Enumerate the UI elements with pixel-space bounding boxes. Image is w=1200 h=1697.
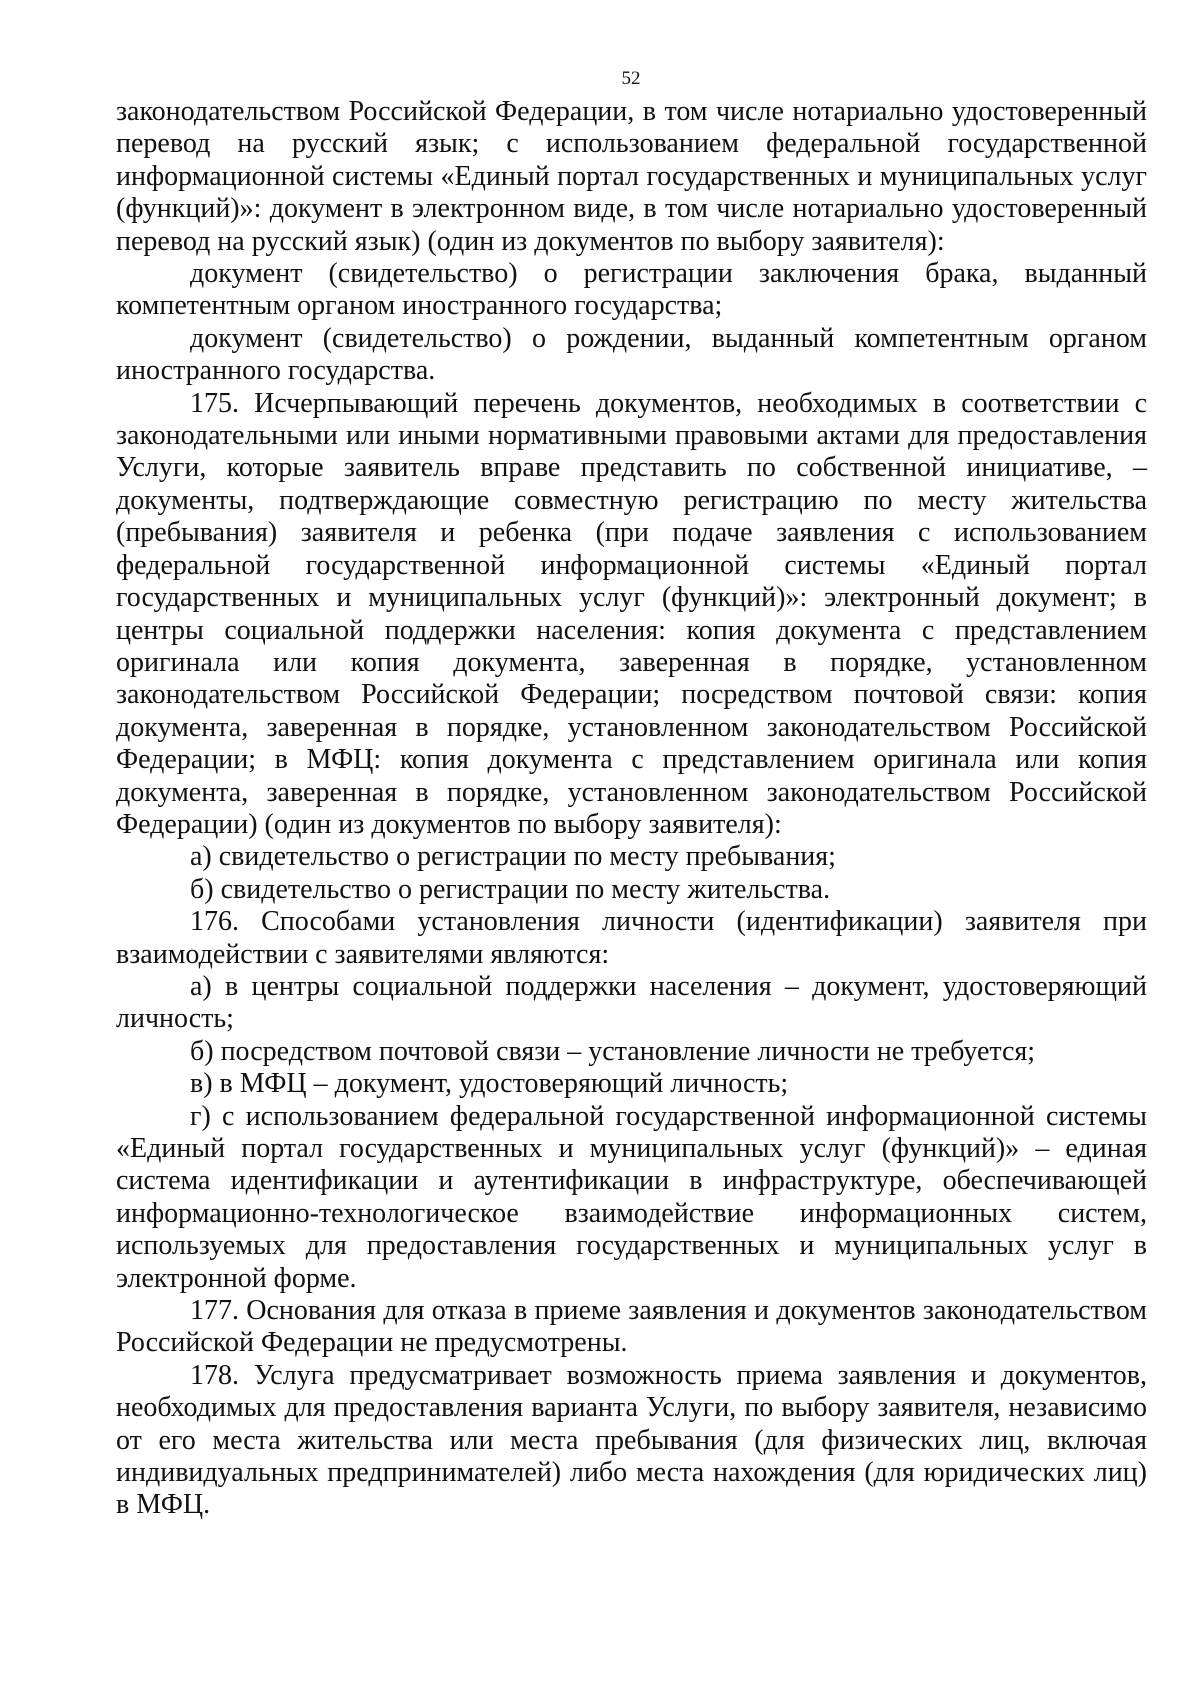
paragraph-continuation: законодательством Российской Федерации, в том числе нотариально удостоверенный перевод на русский язык; с использованием федеральной государственной информационной системы «Единый портал государственных и муниципальных услуг (функций)»: документ в электронном виде, в том числе нотариально удостоверенный перевод на русский язык) (один из документов по выбору заявителя): [116, 96, 1147, 257]
clause-175-item-b: б) свидетельство о регистрации по месту жительства. [190, 873, 831, 905]
document-body [116, 96, 1147, 1522]
clause-176-item-c: в) в МФЦ – документ, удостоверяющий личность; [190, 1068, 789, 1100]
clause-177: 177. Основания для отказа в приеме заявления и документов законодательством Российской Федерации не предусмотрены. [116, 1295, 1147, 1359]
clause-176-item-a: а) в центры социальной поддержки населения – документ, удостоверяющий личность; [116, 970, 1147, 1035]
clause-178: 178. Услуга предусматривает возможность приема заявления и документов, необходимых для предоставления варианта Услуги, по выбору заявителя, независимо от его места жительства или места пребывания (для физических лиц, включая индивидуальных предпринимателей) либо места нахождения (для юридических лиц) в МФЦ. [116, 1359, 1147, 1521]
list-item-marriage-certificate: документ (свидетельство) о регистрации заключения брака, выданный компетентным органом иностранного государства; [116, 258, 1147, 322]
clause-175-item-a: а) свидетельство о регистрации по месту пребывания; [190, 841, 836, 873]
list-item-birth-certificate: документ (свидетельство) о рождении, выданный компетентным органом иностранного государства. [116, 322, 1147, 387]
clause-176-item-d: г) с использованием федеральной государственной информационной системы «Единый портал государственных и муниципальных услуг (функций)» – единая система идентификации и аутентификации в инфраструктуре, обеспечивающей информационно-технологическое взаимодействие информационных систем, используемых для предоставления государственных и муниципальных услуг в электронной форме. [116, 1100, 1147, 1294]
clause-176: 176. Способами установления личности (идентификации) заявителя при взаимодействии с заявителями являются: [116, 906, 1147, 970]
clause-176-item-b: б) посредством почтовой связи – установление личности не требуется; [190, 1035, 1036, 1067]
page-number: 52 [621, 68, 641, 89]
clause-175: 175. Исчерпывающий перечень документов, необходимых в соответствии с законодательными или иными нормативными правовыми актами для предоставления Услуги, которые заявитель вправе представить по собственной инициативе, – документы, подтверждающие совместную регистрацию по месту жительства (пребывания) заявителя и ребенка (при подаче заявления с использованием федеральной государственной информационной системы «Единый портал государственных и муниципальных услуг (функций)»: электронный документ; в центры социальной поддержки населения: копия документа с представлением оригинала или копия документа, заверенная в порядке, установленном законодательством Российской Федерации; посредством почтовой связи: копия документа, заверенная в порядке, установленном законодательством Российской Федерации; в МФЦ: копия документа с представлением оригинала или копия документа, заверенная в порядке, установленном законодательством Российской Федерации) (один из документов по выбору заявителя): [116, 387, 1147, 840]
